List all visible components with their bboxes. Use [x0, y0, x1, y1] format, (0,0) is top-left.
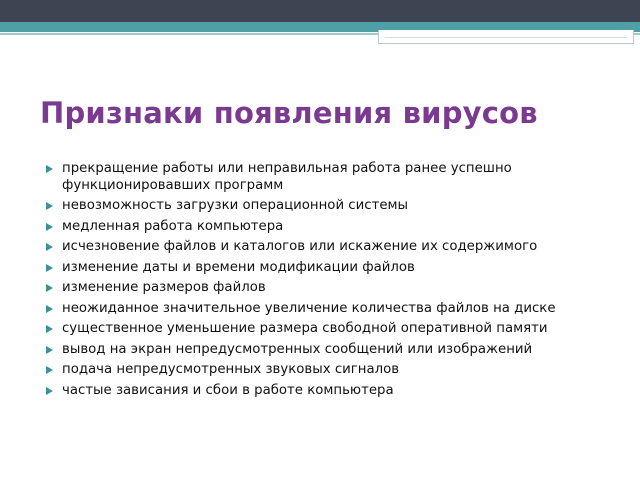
- bullet-arrow-icon: [46, 165, 53, 173]
- bullet-arrow-icon: [46, 346, 53, 354]
- list-item: [46, 321, 606, 338]
- bullet-arrow-icon: [46, 387, 53, 395]
- list-item: [46, 342, 606, 359]
- list-item: [46, 301, 606, 318]
- bullet-arrow-icon: [46, 305, 53, 313]
- list-item: [46, 260, 606, 277]
- list-item: [46, 383, 606, 400]
- bullet-arrow-icon: [46, 202, 53, 210]
- bullet-arrow-icon: [46, 366, 53, 374]
- header-tab-decoration: [378, 30, 634, 44]
- list-item: [46, 219, 606, 236]
- bullet-arrow-icon: [46, 243, 53, 251]
- list-item-text: частые зависания и сбои в работе компьютера: [62, 382, 394, 398]
- list-item-text: изменение даты и времени модификации файлов: [62, 259, 415, 275]
- list-item-text: подача непредусмотренных звуковых сигналов: [62, 362, 400, 377]
- list-item: [46, 280, 606, 297]
- bullet-arrow-icon: [46, 223, 53, 231]
- list-item: [46, 239, 606, 256]
- list-item-text: медленная работа компьютера: [62, 218, 284, 234]
- bullet-arrow-icon: [46, 264, 53, 272]
- list-item-text: прекращение работы или неправильная работа ранее успешно функционировавших программ: [62, 161, 512, 193]
- bullet-arrow-icon: [46, 325, 53, 333]
- list-item-text: изменение размеров файлов: [62, 280, 266, 295]
- slide-title: Признаки появления вирусов: [40, 96, 538, 130]
- bullet-arrow-icon: [46, 284, 53, 292]
- list-item: [46, 161, 606, 194]
- header-band-dark: [0, 0, 640, 22]
- bullet-list: [46, 161, 606, 403]
- list-item-text: невозможность загрузки операционной системы: [62, 198, 409, 213]
- list-item-text: существенное уменьшение размера свободной оперативной памяти: [62, 321, 548, 336]
- list-item: [46, 198, 606, 215]
- list-item-text: исчезновение файлов и каталогов или искажение их содержимого: [62, 239, 538, 254]
- list-item: [46, 362, 606, 379]
- list-item-text: вывод на экран непредусмотренных сообщений или изображений: [62, 341, 533, 357]
- list-item-text: неожиданное значительное увеличение количества файлов на диске: [62, 300, 556, 316]
